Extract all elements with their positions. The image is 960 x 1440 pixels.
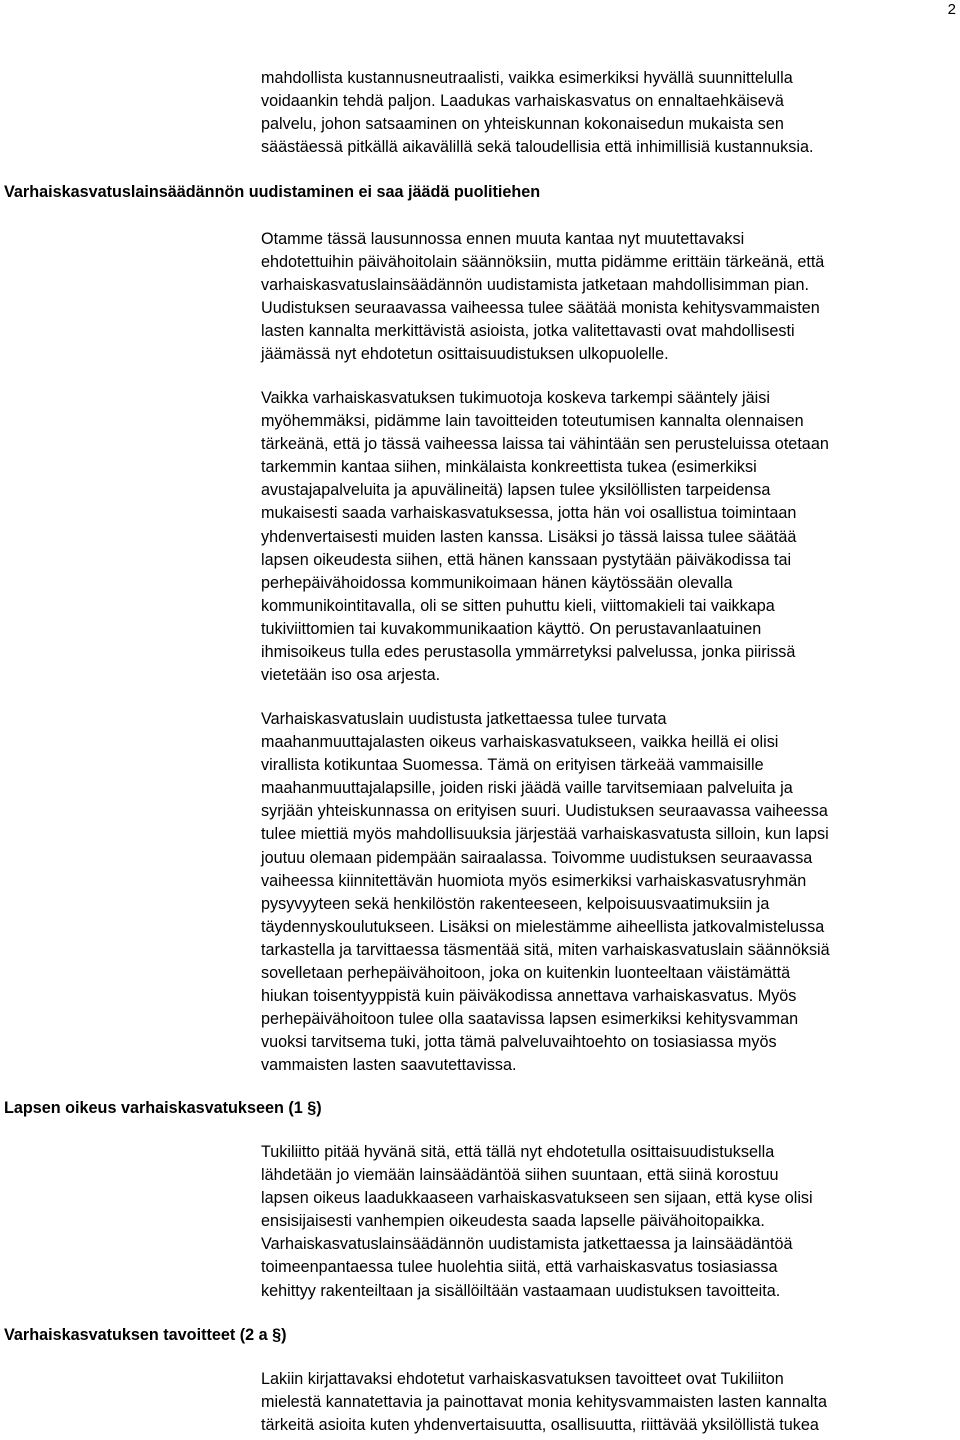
- text-line: vietetään iso osa arjesta.: [261, 666, 441, 685]
- text-line: lapsen oikeus laadukkaaseen varhaiskasvatukseen sen sijaan, että kyse olisi: [261, 1189, 813, 1208]
- text-line: jäämässä nyt ehdotetun osittaisuudistuksen ulkopuolelle.: [261, 345, 669, 364]
- text-line: perhepäivähoidossa kommunikoimaan hänen käytössään olevalla: [261, 573, 733, 592]
- text-line: Vaikka varhaiskasvatuksen tukimuotoja koskeva tarkempi sääntely jäisi: [261, 389, 770, 407]
- section-heading-child-right: Lapsen oikeus varhaiskasvatukseen (1 §): [4, 1099, 322, 1117]
- text-line: toimeenpantaessa tulee huolehtia siitä, että varhaiskasvatus tosiasiassa: [261, 1258, 778, 1277]
- text-line: maahanmuuttajalapsille, joiden riski jäädä vaille tarvitsemiaan palveluita ja: [261, 779, 793, 798]
- text-line: lasten kannalta merkittävistä asioista, jotka valitettavasti ovat mahdollisesti: [261, 322, 795, 341]
- text-line: lähdetään jo viemään lainsäädäntöä siihen suuntaan, että siinä korostuu: [261, 1166, 779, 1185]
- text-line: perhepäivähoitoon tulee olla saatavissa lapsen esimerkiksi kehitysvamman: [261, 1010, 799, 1029]
- text-line: joutuu olemaan pidempään sairaalassa. Toivomme uudistuksen seuraavassa: [261, 848, 813, 867]
- paragraph-reform-1: [261, 228, 960, 367]
- intro-paragraph: [261, 67, 960, 159]
- text-line: ehdotettuihin päivähoitolain säännöksiin, mutta pidämme erittäin tärkeänä, että: [261, 253, 825, 272]
- text-line: ensisijaisesti vanhempien oikeudesta saada lapselle päivähoitopaikka.: [261, 1212, 765, 1231]
- text-line: tukiviittomien tai kuvakommunikaation käyttö. On perustavanlaatuinen: [261, 619, 762, 638]
- text-line: hiukan toisentyyppistä kuin päiväkodissa annettava varhaiskasvatus. Myös: [261, 987, 797, 1006]
- text-line: tulee miettiä myös mahdollisuuksia järjestää varhaiskasvatusta silloin, kun lapsi: [261, 825, 829, 844]
- text-line: Lakiin kirjattavaksi ehdotetut varhaiskasvatuksen tavoitteet ovat Tukiliiton: [261, 1370, 784, 1388]
- text-line: Otamme tässä lausunnossa ennen muuta kantaa nyt muutettavaksi: [261, 230, 745, 248]
- paragraph-goals: [261, 1368, 960, 1437]
- text-line: avustajapalveluita ja apuvälineitä) lapsen tulee yksilöllisten tarpeidensa: [261, 481, 771, 500]
- text-line: Varhaiskasvatuslainsäädännön uudistamista jatkettaessa ja lainsäädäntöä: [261, 1235, 793, 1254]
- text-line: maahanmuuttajalasten oikeus varhaiskasvatukseen, vaikka heillä ei olisi: [261, 733, 779, 752]
- text-line: kehittyy rakenteiltaan ja sisällöiltään vastaamaan uudistuksen tavoitteita.: [261, 1281, 781, 1300]
- text-line: vuoksi tarvitsema tuki, jotta tämä palveluvaihtoehto on tosiasiassa myös: [261, 1033, 777, 1052]
- text-line: mukaisesti saada varhaiskasvatuksessa, jotta hän voi osallistua toimintaan: [261, 504, 797, 523]
- text-line: mahdollista kustannusneutraalisti, vaikka esimerkiksi hyvällä suunnittelulla: [261, 69, 793, 87]
- text-line: Tukiliitto pitää hyvänä sitä, että tällä nyt ehdotetulla osittaisuudistuksella: [261, 1143, 775, 1161]
- section-heading-goals: Varhaiskasvatuksen tavoitteet (2 a §): [4, 1326, 287, 1344]
- text-line: kommunikointitavalla, oli se sitten puhuttu kieli, viittomakieli tai vaikkapa: [261, 596, 775, 615]
- text-line: Uudistuksen seuraavassa vaiheessa tulee säätää monista kehitysvammaisten: [261, 299, 820, 318]
- text-line: virallista kotikuntaa Suomessa. Tämä on erityisen tärkeää vammaisille: [261, 756, 764, 775]
- section-heading-reform: Varhaiskasvatuslainsäädännön uudistaminen ei saa jäädä puolitiehen: [4, 183, 541, 201]
- text-line: myöhemmäksi, pidämme lain tavoitteiden toteutumisen kannalta olennaisen: [261, 412, 804, 431]
- text-line: täydennyskoulutukseen. Lisäksi on mielestämme aiheellista jatkovalmistelussa: [261, 917, 825, 936]
- text-line: syrjään yhteiskunnassa on erityisen suuri. Uudistuksen seuraavassa vaiheessa: [261, 802, 828, 821]
- text-line: yhdenvertaisesti muiden lasten kanssa. Lisäksi jo tässä laissa tulee säätää: [261, 527, 797, 546]
- page-number: 2: [947, 1, 956, 18]
- text-line: ihmisoikeus tulla edes perustasolla ymmärretyksi palvelussa, jonka piirissä: [261, 643, 796, 662]
- text-line: tärkeänä, että jo tässä vaiheessa laissa tai vähintään sen perusteluissa otetaan: [261, 435, 829, 454]
- text-line: sovelletaan perhepäivähoitoon, joka on kuitenkin luonteeltaan väistämättä: [261, 964, 791, 983]
- text-line: voidaankin tehdä paljon. Laadukas varhaiskasvatus on ennaltaehkäisevä: [261, 92, 784, 111]
- text-line: palvelu, johon satsaaminen on yhteiskunnan kokonaisedun mukaista sen: [261, 115, 784, 134]
- paragraph-child-right: [261, 1141, 960, 1303]
- paragraph-reform-3: [261, 708, 960, 1078]
- paragraph-reform-2: [261, 387, 960, 687]
- text-line: varhaiskasvatuslainsäädännön uudistamista jatketaan mahdollisimman pian.: [261, 276, 809, 295]
- text-line: lapsen oikeudesta siihen, että hänen kanssaan pystytään päiväkodissa tai: [261, 550, 792, 569]
- text-line: pysyvyyteen sekä henkilöstön rakenteeseen, kelpoisuusvaatimuksiin ja: [261, 894, 770, 913]
- text-line: Varhaiskasvatuslain uudistusta jatkettaessa tulee turvata: [261, 710, 667, 728]
- text-line: säästäessä pitkällä aikavälillä sekä taloudellisia että inhimillisiä kustannuksia.: [261, 138, 814, 157]
- text-line: mielestä kannatettavia ja painottavat monia kehitysvammaisten lasten kannalta: [261, 1393, 827, 1412]
- text-line: vammaisten lasten saavutettavissa.: [261, 1056, 517, 1075]
- text-line: vaiheessa kiinnitettävän huomiota myös esimerkiksi varhaiskasvatusryhmän: [261, 871, 807, 890]
- text-line: tarkastella ja tarvittaessa täsmentää sitä, miten varhaiskasvatuslain säännöksiä: [261, 940, 830, 959]
- text-line: tarkemmin kantaa siihen, minkälaista konkreettista tukea (esimerkiksi: [261, 458, 757, 477]
- text-line: tärkeitä asioita kuten yhdenvertaisuutta, osallisuutta, riittävää yksilöllistä tukea: [261, 1416, 819, 1435]
